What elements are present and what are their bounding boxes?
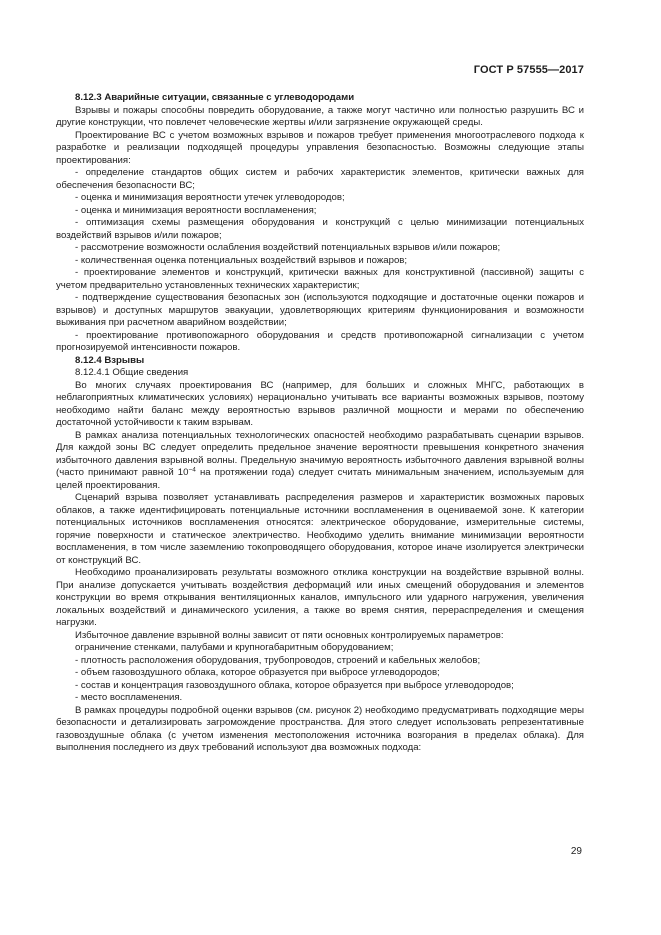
paragraph: Во многих случаях проектирования ВС (например, для больших и сложных МНГС, работающих в неблагоприятных климатических условиях) нерационально учитывать все варианты возможных взрывов, поэтому необходимо найти баланс между вероятностью взрывов различной мощности и мерами по обеспечению достаточной устойчивости к таким взрывам. (56, 379, 584, 428)
standard-designation: ГОСТ Р 57555—2017 (473, 64, 584, 76)
paragraph-text: на протяжении года) следует считать минимальным значением, используемым для целей проектирования. (56, 467, 585, 491)
list-item: - проектирование противопожарного оборудования и средств противопожарной сигнализации с учетом прогнозируемой интенсивности пожаров. (56, 329, 584, 353)
paragraph-text: В рамках анализа потенциальных технологических опасностей необходимо разрабатывать сценарии взрывов. Для каждой зоны ВС следует определить предельное значение вероятности превышения конкретного значения избыточного давления взрывной волны. Предельную значимую вероятность избыточного давления взрывной волны (часто принимают равной 10 (56, 429, 584, 478)
paragraph: Необходимо проанализировать результаты возможного отклика конструкции на воздействие взрывной волны. При анализе допускается учитывать воздействия деформаций или иных смещений оборудования и элементов конструкции во время открывания вентиляционных каналов, импульсного или ударного нагружения, увеличения локальных воздействий и динамического усиления, а также во время снятия, перераспределения и смещения нагрузки. (56, 567, 584, 628)
paragraph (56, 430, 584, 493)
list-item: - оптимизация схемы размещения оборудования и конструкций с целью минимизации потенциальных воздействий взрывов и/или пожаров; (56, 217, 584, 241)
document-body (56, 92, 584, 755)
list-item: - оценка и минимизация вероятности воспламенения; (75, 204, 317, 216)
list-item: - определение стандартов общих систем и рабочих характеристик элементов, критически важных для обеспечения безопасности ВС; (56, 167, 584, 191)
list-item: - рассмотрение возможности ослабления воздействий потенциальных взрывов и/или пожаров; (75, 242, 501, 253)
page-number: 29 (570, 846, 582, 857)
subsection-heading-8-12-4-1: 8.12.4.1 Общие сведения (75, 367, 189, 378)
list-item: - объем газовоздушного облака, которое образуется при выбросе углеводородов; (75, 667, 440, 678)
paragraph: В рамках процедуры подробной оценки взрывов (см. рисунок 2) необходимо предусматривать подходящие меры безопасности и детализировать загромождение пространства. Для этого следует использовать репрезентативные газовоздушные облака (с учетом изменения местоположения источника возгорания в пределах облака). Для выполнения последнего из двух требований используют два возможных подхода: (56, 704, 584, 753)
list-item: - количественная оценка потенциальных воздействий взрывов и пожаров; (75, 254, 408, 266)
list-item: - проектирование элементов и конструкций, критически важных для конструктивной (пассивной) защиты с учетом предварительно установленных технических характеристик; (56, 267, 584, 291)
list-item: - плотность расположения оборудования, трубопроводов, строений и кабельных желобов; (75, 654, 481, 666)
paragraph: Избыточное давление взрывной волны зависит от пяти основных контролируемых параметров: (75, 629, 504, 641)
section-heading-8-12-4: 8.12.4 Взрывы (75, 354, 145, 366)
paragraph: Сценарий взрыва позволяет устанавливать распределения размеров и характеристик возможных паровых облаков, а также идентифицировать потенциальные источники воспламенения в оцениваемой зоне. К категории потенциальных источников воспламенения относятся: электрическое оборудование, измерительные системы, горячие поверхности и статическое электричество. Необходимо уделить внимание минимизации вероятности воспламенения, в том числе заземлению токопроводящего оборудования, которое иначе изолируется электрически от конструкций ВС. (56, 492, 584, 566)
list-item: - место воспламенения. (75, 692, 183, 703)
exponent: −4 (188, 466, 196, 474)
list-item: - состав и концентрация газовоздушного облака, которое образуется при выбросе углеводородов; (75, 679, 514, 691)
paragraph: Проектирование ВС с учетом возможных взрывов и пожаров требует применения многоотраслевого подхода к разработке и реализации подходящей процедуры управления безопасностью. Возможны следующие этапы проектирования: (56, 129, 584, 166)
list-item: - подтверждение существования безопасных зон (используются подходящие и достаточные оценки пожаров и взрывов) и доступных маршрутов эвакуации, удовлетворяющих критериям функционирования и возможности выживания при расчетном аварийном воздействии; (56, 292, 584, 328)
section-heading-8-12-3: 8.12.3 Аварийные ситуации, связанные с углеводородами (75, 92, 355, 103)
list-item: ограничение стенками, палубами и крупногабаритным оборудованием; (75, 642, 394, 653)
list-item: - оценка и минимизация вероятности утечек углеводородов; (75, 192, 345, 203)
paragraph: Взрывы и пожары способны повредить оборудование, а также могут частично или полностью разрушить ВС и другие конструкции, что повлечет человеческие жертвы и/или загрязнение окружающей среды. (56, 104, 584, 128)
